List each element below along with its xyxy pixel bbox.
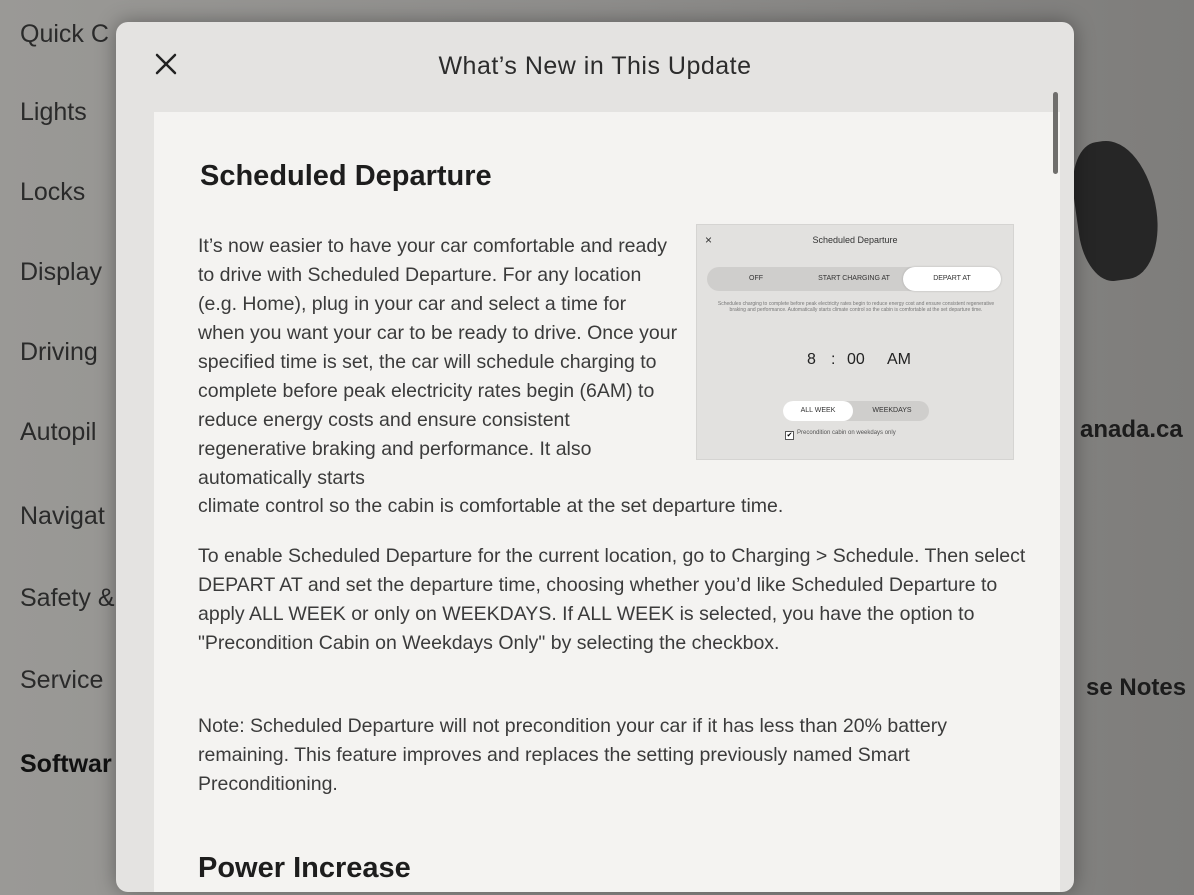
modal-title: What’s New in This Update	[438, 52, 752, 80]
paragraph-intro-tail: climate control so the cabin is comfortable at the set departure time.	[198, 495, 784, 517]
preview-minute: 00	[847, 351, 865, 368]
scheduled-departure-preview-image	[696, 224, 1014, 460]
release-notes-content[interactable]	[154, 112, 1060, 892]
menu-item-service[interactable]: Service	[20, 666, 104, 694]
preview-mode-toggle	[707, 267, 1001, 291]
menu-item-software[interactable]: Softwar	[20, 750, 112, 778]
background-release-notes-text: se Notes	[1086, 674, 1187, 701]
preview-checkbox-label: Precondition cabin on weekdays only	[797, 430, 896, 436]
section-title-scheduled-departure: Scheduled Departure	[200, 160, 492, 192]
menu-item-driving[interactable]: Driving	[20, 338, 98, 366]
preview-option-start-charging: START CHARGING AT	[818, 275, 890, 282]
whats-new-modal	[116, 22, 1074, 892]
preview-option-off: OFF	[749, 275, 763, 282]
preview-checkbox-icon: ✔	[786, 432, 793, 439]
paragraph-how-to-enable: To enable Scheduled Departure for the current location, go to Charging > Schedule. Then select DEPART AT and set the departure time, choosing whether you’d like Scheduled Departure to apply ALL WEEK or only on WEEKDAYS. If ALL WEEK is selected, you have the option to "Precondition Cabin on Weekdays Only" by selecting the checkbox.	[198, 545, 1026, 654]
preview-day-weekdays: WEEKDAYS	[872, 407, 912, 414]
content-scrollbar[interactable]	[1053, 92, 1058, 174]
menu-item-navigation[interactable]: Navigat	[20, 502, 105, 530]
paragraph-note: Note: Scheduled Departure will not precondition your car if it has less than 20% battery remaining. This feature improves and replaces the setting previously named Smart Preconditioning.	[198, 715, 947, 795]
menu-item-autopilot[interactable]: Autopil	[20, 418, 97, 446]
menu-item-locks[interactable]: Locks	[20, 178, 86, 206]
preview-description: Schedules charging to complete before peak electricity rates begin to reduce energy cost and ensure consistent regenerative braking and performance. Automatically starts climate control so the cabin is comfortable at the set departure time.	[717, 301, 995, 313]
preview-colon: :	[831, 351, 836, 368]
menu-item-display[interactable]: Display	[20, 258, 102, 286]
preview-ampm: AM	[887, 351, 911, 368]
preview-days-toggle	[783, 401, 929, 421]
menu-item-safety[interactable]: Safety &	[20, 584, 115, 612]
preview-title: Scheduled Departure	[812, 235, 898, 245]
paragraph-intro: It’s now easier to have your car comfortable and ready to drive with Scheduled Departure. For any location (e.g. Home), plug in your car and select a time for when you want your car to be ready to drive. Once your specified time is set, the car will schedule charging to complete before peak electricity rates begin (6AM) to reduce energy costs and ensure consistent regenerative braking and performance. It also automatically starts	[198, 235, 678, 489]
preview-hour: 8	[807, 351, 816, 368]
menu-item-lights[interactable]: Lights	[20, 98, 87, 126]
section-title-power-increase: Power Increase	[198, 852, 411, 884]
menu-item-quick-controls[interactable]: Quick C	[20, 20, 109, 48]
background-link-text: anada.ca	[1080, 416, 1183, 443]
preview-close-icon: ×	[705, 233, 713, 247]
preview-day-all-week: ALL WEEK	[783, 401, 853, 421]
preview-option-depart-at: DEPART AT	[903, 267, 1001, 291]
